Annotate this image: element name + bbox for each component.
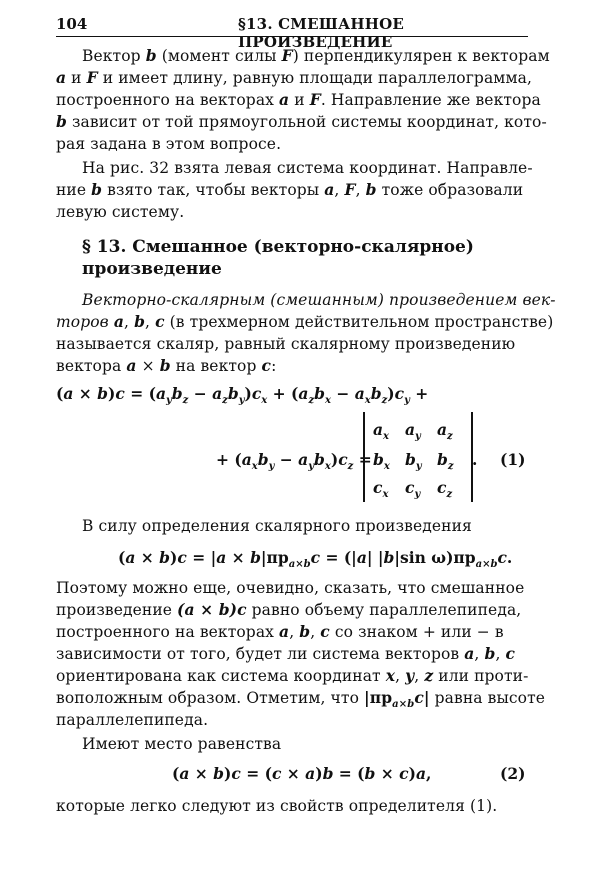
para1-line1: Вектор b (момент силы F) перпендикулярен к векторам [82,46,550,65]
equation1-number: (1) [500,450,526,469]
equation2-number: (2) [500,764,526,783]
running-title: §13. СМЕШАННОЕ ПРОИЗВЕДЕНИЕ [238,15,405,51]
para4-line1: В силу определения скалярного произведения [82,517,472,535]
para3-line3: называется скаляр, равный скалярному произведению [56,335,516,353]
para5-line5: ориентирована как система координат x, y, z или проти- [56,666,529,685]
para1-line3: построенного на векторах a и F. Направление же вектора [56,90,541,109]
equation1-period: . [472,450,478,469]
para5-line2: произведение (a × b)c равно объему параллелепипеда, [56,600,522,619]
equation2: (a × b)c = (c × a)b = (b × c)a, [172,764,432,783]
para3-line2: торов a, b, c (в трехмерном действительном пространстве) [56,312,554,331]
para2-line2: ние b взято так, чтобы векторы a, F, b тоже образовали [56,180,524,199]
section-heading-line2: произведение [82,259,222,279]
det-c-y: $c_y$ [405,478,421,500]
para2-line3: левую систему. [56,203,185,221]
det-b-x: $b_x$ [373,450,390,472]
para5-line6: воположным образом. Отметим, что $|пр_{a\times b}c|$ равна высоте [56,688,546,710]
para1-line2: a и F и имеет длину, равную площади параллелограмма, [56,68,532,87]
para2-line1: На рис. 32 взята левая система координат. Направле- [82,159,533,177]
para1-line4: b зависит от той прямоугольной системы координат, кото- [56,112,547,131]
det-a-x: $a_x$ [373,420,390,442]
para5-line3: построенного на векторах a, b, c со знаком + или − в [56,622,504,641]
det-a-z: $a_z$ [437,420,453,442]
equation1-line2: + $(a_xb_y - a_yb_x)c_z$ = [216,450,372,472]
page-header [56,12,528,51]
para5-line7: параллелепипеда. [56,711,209,729]
determinant [363,412,473,502]
projection-equation: $(a \times b)c = |a \times b|пр_{a\times b}c = (|a|$ |b|sin $\omega)пр_{a\times b}c$. [118,548,513,570]
para7-line1: которые легко следуют из свойств определителя (1). [56,797,498,815]
det-b-z: $b_z$ [437,450,454,472]
para3-line4: вектора a × b на вектор c: [56,356,277,375]
para5-line1: Поэтому можно еще, очевидно, сказать, что смешанное [56,579,525,597]
para3-line1: Векторно-скалярным (смешанным) произведением век- [82,291,556,309]
det-c-x: $c_x$ [373,478,389,500]
det-c-z: $c_z$ [437,478,453,500]
equation1-line1: $(a \times b)c = (a_yb_z - a_zb_y)c_x + (a_zb_x - a_xb_z)c_y$ + [56,384,429,406]
page-number: 104 [56,15,88,33]
det-a-y: $a_y$ [405,420,421,442]
section-heading-line1: § 13. Смешанное (векторно-скалярное) [82,237,474,257]
para1-line5: рая задана в этом вопросе. [56,135,282,153]
det-b-y: $b_y$ [405,450,422,472]
para6-line1: Имеют место равенства [82,735,282,753]
para5-line4: зависимости от того, будет ли система векторов a, b, c [56,644,516,663]
